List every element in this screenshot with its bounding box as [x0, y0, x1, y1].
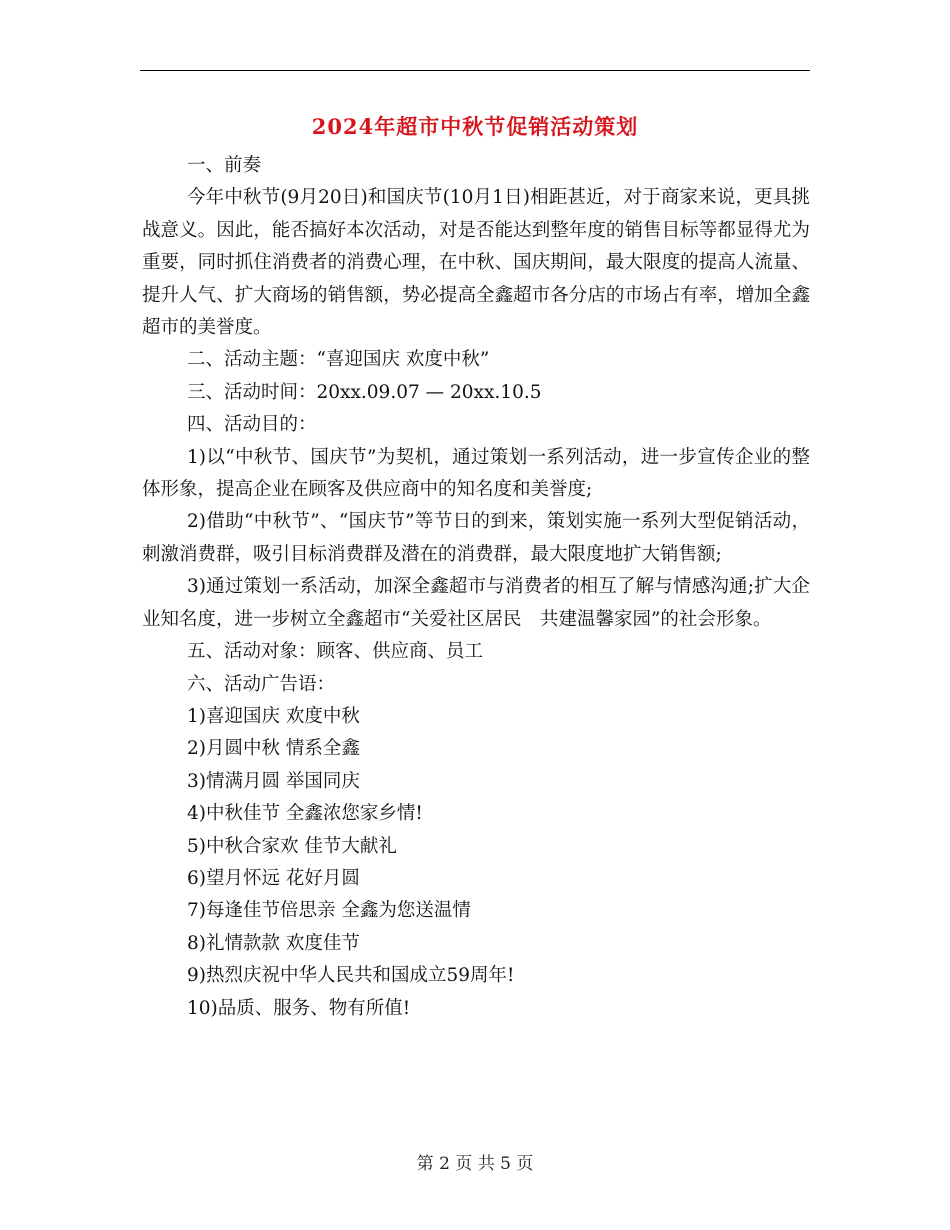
page-number: 第 2 页 共 5 页 [416, 1154, 534, 1174]
slogan-item: 3)情满月圆 举国同庆 [187, 770, 360, 792]
slogan-item: 7)每逢佳节倍思亲 全鑫为您送温情 [187, 900, 471, 922]
slogan-item: 10)品质、服务、物有所值! [187, 997, 411, 1019]
section-heading-prelude: 一、前奏 [187, 155, 262, 176]
purpose-item-3: 3)通过策划一系活动，加深全鑫超市与消费者的相互了解与情感沟通;扩大企业知名度，进一步树立全鑫超市“关爱社区居民 共建温馨家园”的社会形象。 [142, 576, 810, 630]
slogan-item: 9)热烈庆祝中华人民共和国成立59周年! [187, 965, 515, 987]
section-heading-purpose: 四、活动目的： [187, 414, 317, 436]
purpose-item-1: 1)以“中秋节、国庆节”为契机，通过策划一系列活动，进一步宣传企业的整体形象，提高企业在顾客及供应商中的知名度和美誉度; [142, 446, 810, 501]
section-heading-slogans: 六、活动广告语： [187, 673, 336, 695]
slogan-item: 1)喜迎国庆 欢度中秋 [187, 705, 360, 727]
section-heading-theme: 二、活动主题：“喜迎国庆 欢度中秋” [187, 349, 490, 371]
section-heading-time: 三、活动时间：20xx.09.07 — 20xx.10.5 [187, 381, 542, 403]
header-rule [140, 70, 810, 71]
purpose-item-2: 2)借助“中秋节”、“国庆节”等节日的到来，策划实施一系列大型促销活动，刺激消费群，吸引目标消费群及潜在的消费群，最大限度地扩大销售额; [142, 511, 810, 565]
slogan-item: 2)月圆中秋 情系全鑫 [187, 738, 360, 760]
slogan-item: 5)中秋合家欢 佳节大献礼 [187, 835, 397, 857]
prelude-paragraph: 今年中秋节(9月20日)和国庆节(10月1日)相距甚近，对于商家来说，更具挑战意义。因此，能否搞好本次活动，对是否能达到整年度的销售目标等都显得尤为重要，同时抓住消费者的消费心理，在中秋、国庆期间，最大限度的提高人流量、提升人气、扩大商场的销售额，势必提高全鑫超市各分店的市场占有率，增加全鑫超市的美誉度。 [142, 187, 810, 339]
slogan-item: 6)望月怀远 花好月圆 [187, 867, 360, 889]
section-heading-audience: 五、活动对象：顾客、供应商、员工 [187, 641, 484, 663]
slogan-item: 4)中秋佳节 全鑫浓您家乡情! [187, 803, 423, 825]
document-title: 2024年超市中秋节促销活动策划 [311, 114, 639, 139]
document-body [142, 150, 810, 1025]
slogan-item: 8)礼情款款 欢度佳节 [187, 932, 360, 954]
